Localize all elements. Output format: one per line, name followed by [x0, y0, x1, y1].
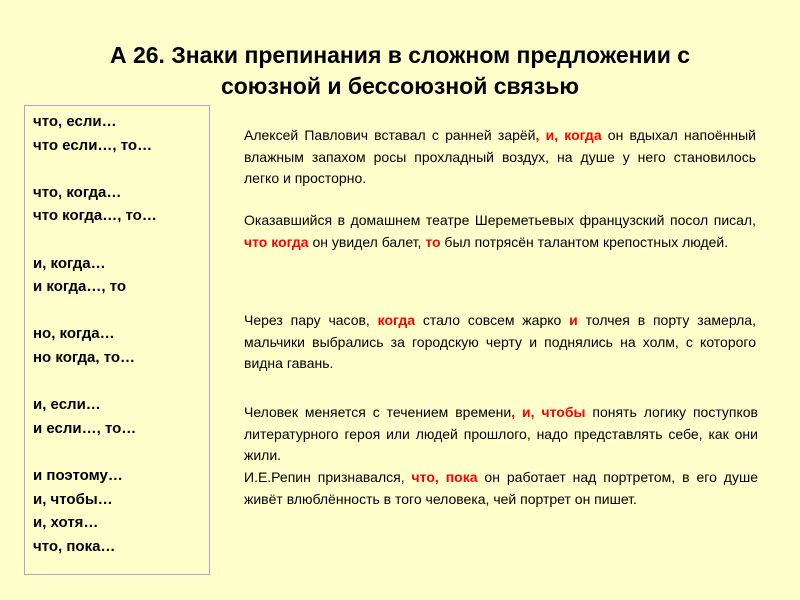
example-text: И.Е.Репин признавался,	[244, 469, 412, 485]
conjunction-item: что когда…, то…	[33, 207, 157, 225]
example-text: он вдыхал напоённый влажным запахом росы прохладный воздух, на душе у него становилось легко и просторно.	[244, 127, 756, 186]
highlighted-conjunction: и	[569, 312, 578, 328]
highlighted-conjunction: , и, когда	[535, 127, 602, 143]
conjunction-list	[24, 105, 210, 575]
example-text: он работает над портретом, в его душе живёт влюблённость в того человека, чей портрет он пишет.	[244, 469, 758, 507]
list-gap	[33, 440, 209, 464]
example-text: Человек меняется с течением времени	[244, 404, 512, 420]
conjunction-item: и, если…	[33, 396, 101, 414]
title-line-1: А 26. Знаки препинания в сложном предложении с	[109, 42, 691, 68]
conjunction-item: и, когда…	[33, 254, 106, 272]
highlighted-conjunction: что когда	[244, 233, 309, 250]
example-paragraph-1	[244, 125, 756, 190]
conjunction-item: и если…, то…	[33, 419, 137, 437]
highlighted-conjunction: то	[425, 233, 441, 250]
list-gap	[33, 157, 209, 181]
conjunction-item: и когда…, то	[33, 278, 127, 296]
example-text: Алексей Павлович вставал с ранней зарёй	[244, 127, 536, 143]
conjunction-item: и, хотя…	[33, 514, 99, 532]
conjunction-item: что если…, то…	[33, 136, 153, 154]
example-paragraph-3	[244, 310, 756, 375]
list-gap	[33, 299, 209, 323]
list-gap	[33, 370, 209, 394]
example-paragraph-4	[244, 402, 758, 467]
example-paragraph-5	[244, 467, 758, 510]
example-text: Через пару часов,	[244, 312, 378, 328]
conjunction-item: что, пока…	[33, 537, 116, 555]
conjunction-item: что, если…	[33, 113, 117, 130]
highlighted-conjunction: , и, чтобы	[511, 404, 586, 420]
example-text: он увидел балет,	[308, 233, 426, 250]
conjunction-item: что, когда…	[33, 183, 122, 201]
example-text: Оказавшийся в домашнем театре Шереметьевых французский посол писал,	[244, 212, 756, 228]
example-text: стало совсем жарко	[415, 312, 570, 328]
title-line-2: союзной и бессоюзной связью	[220, 73, 580, 99]
conjunction-item: и поэтому…	[33, 466, 123, 484]
example-paragraph-2	[244, 210, 756, 253]
example-text: толчея в порту замерла, мальчики выбрались за городскую черту и поднялись на холм, с которого видна гавань.	[244, 312, 756, 371]
page-title	[20, 40, 780, 102]
highlighted-conjunction: когда	[377, 312, 416, 328]
highlighted-conjunction: что, пока	[411, 469, 478, 485]
example-text: был потрясён талантом крепостных людей.	[440, 233, 729, 250]
conjunction-item: но, когда…	[33, 325, 115, 343]
list-gap	[33, 228, 209, 252]
example-text: понять логику поступков литературного героя или людей прошлого, надо представлять себе, как они жили.	[244, 404, 758, 463]
conjunction-item: но когда, то…	[33, 348, 136, 366]
conjunction-item: и, чтобы…	[33, 490, 113, 508]
